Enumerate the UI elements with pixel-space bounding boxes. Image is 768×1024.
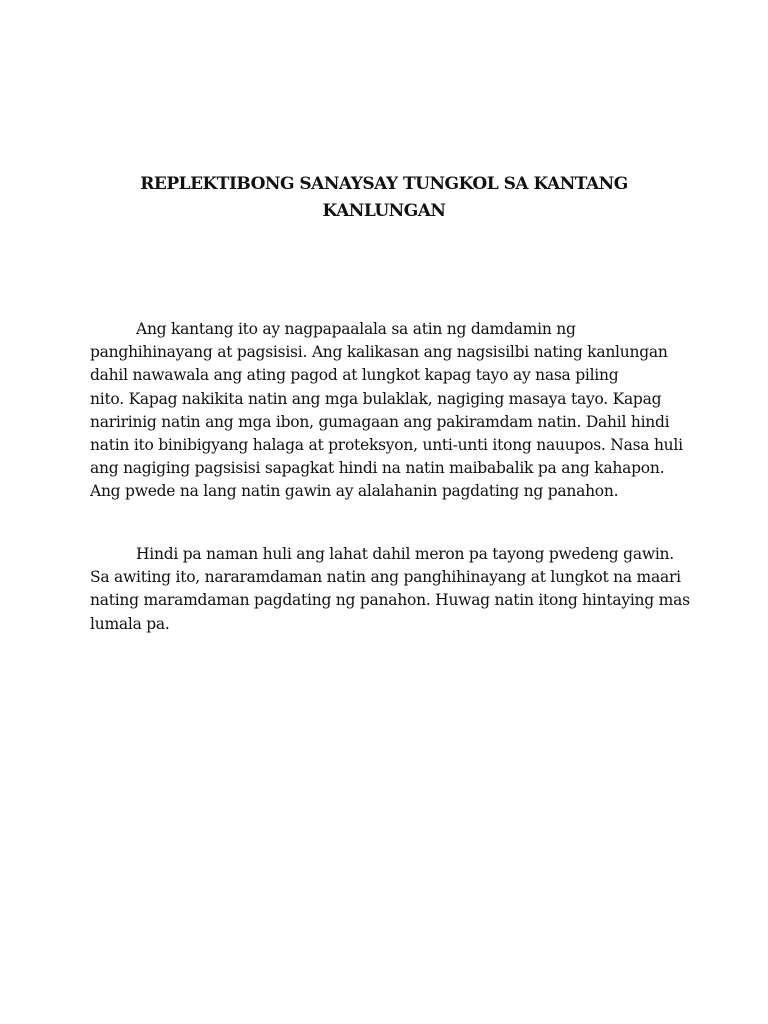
paragraph-line: Hindi pa naman huli ang lahat dahil meron pa tayong pwedeng gawin. — [136, 545, 674, 563]
title-line: REPLEKTIBONG SANAYSAY TUNGKOL SA KANTANG — [140, 174, 628, 194]
paragraph-line: nating maramdaman pagdating ng panahon. Huwag natin itong hintaying mas — [90, 591, 690, 610]
paragraph-line: Sa awiting ito, nararamdaman natin ang panghihinayang at lungkot na maari — [90, 568, 681, 587]
document-title — [90, 171, 678, 225]
paragraph-line: natin ito binibigyang halaga at proteksyon, unti-unti itong nauupos. Nasa huli — [90, 436, 683, 455]
paragraph-line: ang nagiging pagsisisi sapagkat hindi na natin maibabalik pa ang kahapon. — [90, 459, 665, 478]
paragraph-line: panghihinayang at pagsisisi. Ang kalikasan ang nagsisilbi nating kanlungan — [90, 343, 668, 362]
paragraph-line: nito. Kapag nakikita natin ang mga bulaklak, nagiging masaya tayo. Kapag — [90, 389, 662, 408]
paragraph-line: naririnig natin ang mga ibon, gumagaan ang pakiramdam natin. Dahil hindi — [90, 412, 670, 431]
paragraph-1 — [90, 318, 686, 504]
paragraph-line: lumala pa. — [90, 614, 170, 633]
paragraph-line: Ang pwede na lang natin gawin ay alalahanin pagdating ng panahon. — [90, 482, 619, 501]
paragraph-line: Ang kantang ito ay nagpapaalala sa atin ng damdamin ng — [136, 320, 576, 338]
paragraph-line: dahil nawawala ang ating pagod at lungkot kapag tayo ay nasa piling — [90, 366, 619, 385]
paragraph-2 — [90, 543, 690, 636]
title-line: KANLUNGAN — [322, 201, 446, 221]
